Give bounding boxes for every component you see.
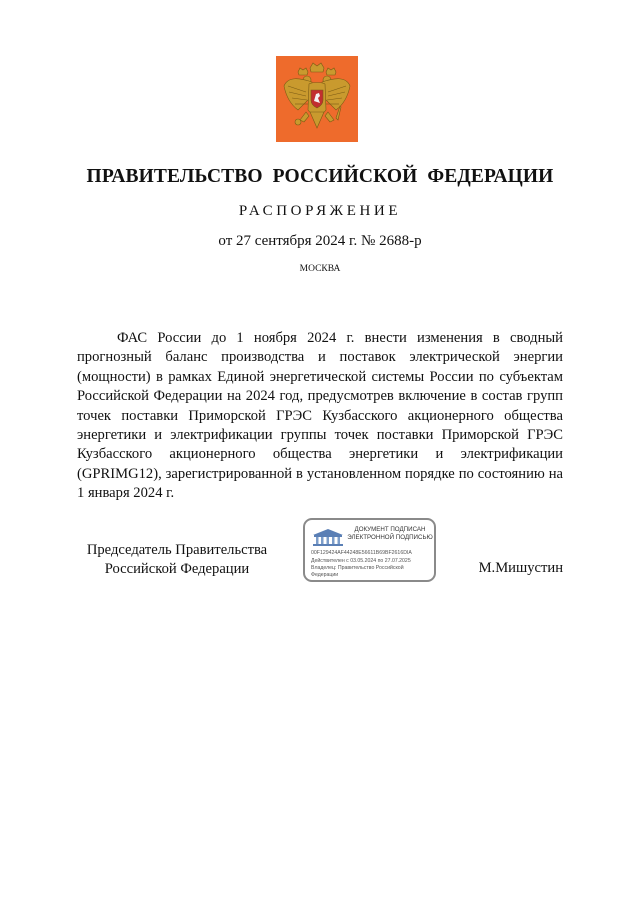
document-type: РАСПОРЯЖЕНИЕ: [238, 203, 402, 219]
signer-position: [77, 541, 277, 579]
order-paragraph: ФАС России до 1 ноября 2024 г. внести изменения в сводный прогнозный баланс производства и поставок электрической энергии (мощности) в рамках Единой энергетической системы России по субъектам Российской Федерации на 2024 год, предусмотрев включение в состав групп точек поставки Приморской ГРЭС Кузбасского акционерного общества энергетики и электрификации группы точек поставки Приморской ГРЭС Кузбасского акционерного общества энергетики и электрификации (GPRIMG12), зарегистрированной в установленном порядке по состоянию на 1 января 2024 г.: [77, 330, 563, 502]
signer-position-line2: Российской Федерации: [104, 561, 250, 577]
stamp-owner-line2: Федерации: [311, 572, 339, 578]
document-date-number: от 27 сентября 2024 г. № 2688-р: [218, 233, 422, 249]
stamp-certificate: 00F129424AF44248E56611B69BF2616DIA: [311, 550, 412, 556]
signer-name: М.Мишустин: [478, 560, 563, 576]
stamp-owner: [311, 565, 404, 579]
stamp-title-line2: ЭЛЕКТРОННОЙ ПОДПИСЬЮ: [347, 534, 433, 541]
digital-signature-stamp: [303, 518, 436, 582]
government-title: ПРАВИТЕЛЬСТВО РОССИЙСКОЙ ФЕДЕРАЦИИ: [86, 166, 554, 187]
signer-position-line1: Председатель Правительства: [86, 542, 268, 558]
document-city: МОСКВА: [299, 264, 341, 274]
stamp-title: [345, 526, 435, 542]
government-building-icon: [310, 527, 346, 547]
stamp-title-line1: ДОКУМЕНТ ПОДПИСАН: [354, 526, 426, 533]
stamp-validity: Действителен с 03.05.2024 по 27.07.2025: [311, 558, 411, 564]
stamp-owner-line1: Владелец: Правительство Российской: [311, 565, 404, 571]
russian-coat-of-arms-icon: [276, 56, 358, 142]
